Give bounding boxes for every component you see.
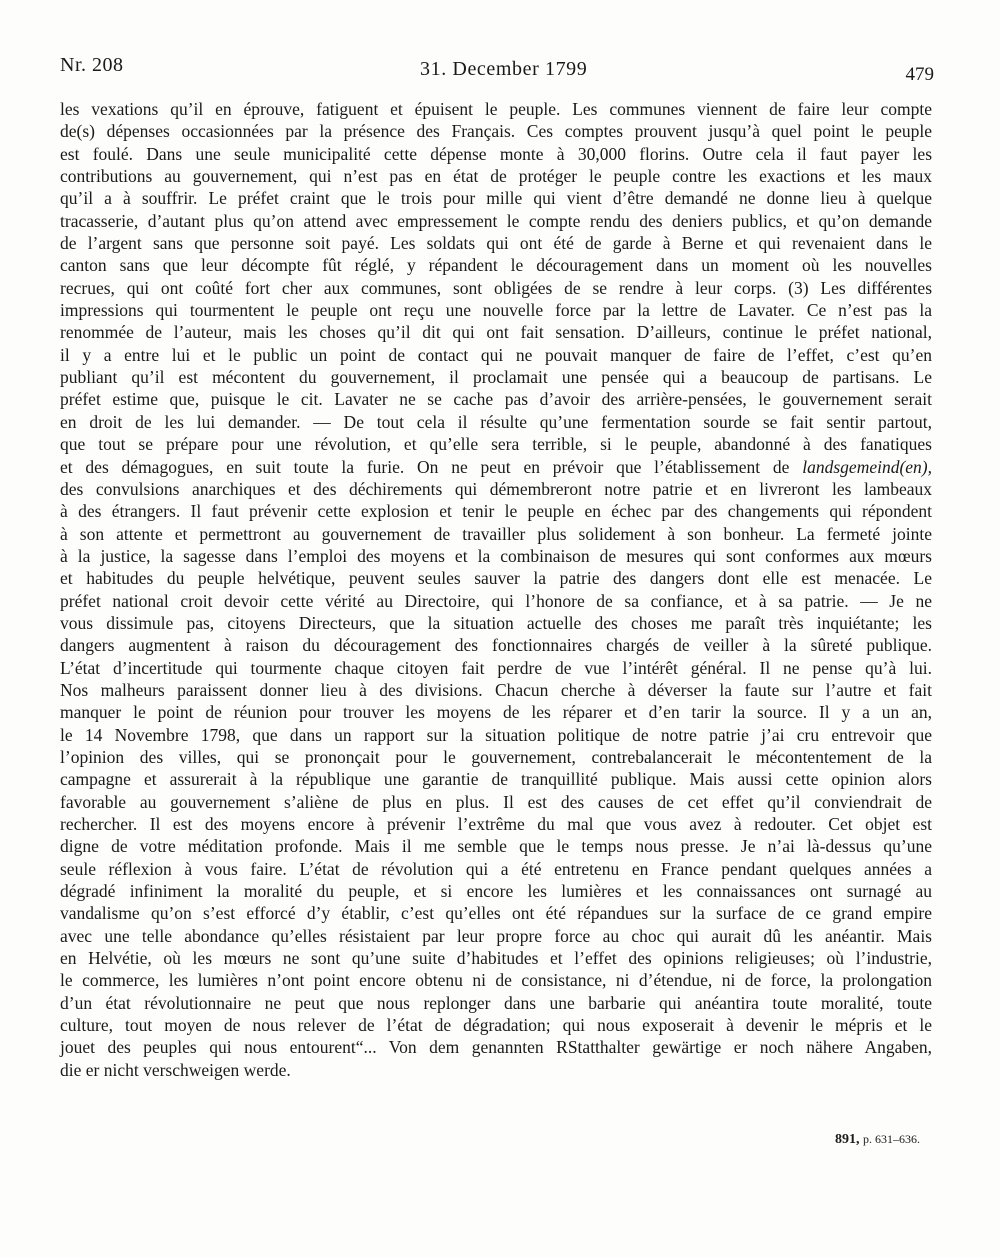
text-line: digne de votre méditation profonde. Mais il me semble que le temps nous presse. Je n’ai là-dessus qu’une (60, 836, 932, 857)
text-line: d’un état révolutionnaire ne peut que nous replonger dans une barbarie qui anéantira toute moralité, toute (60, 992, 932, 1013)
text-line: le 14 Novembre 1798, que dans un rapport sur la situation politique de notre patrie j’ai cru entrevoir que (60, 724, 932, 745)
text-line: avec une telle abondance qu’elles résistaient par leur propre force au choc qui aurait dû les anéantir. Mais (60, 925, 932, 946)
text-line: l’opinion des villes, qui se prononçait pour le gouvernement, contrebalancerait le mécontentement de la (60, 746, 932, 767)
text-line: contributions au gouvernement, qui n’est pas en état de protéger le peuple contre les exactions et les maux (60, 166, 932, 187)
text-line: à la justice, la sagesse dans l’emploi des moyens et la combinaison de mesures qui sont conformes aux mœurs (60, 545, 932, 566)
text-line: est foulé. Dans une seule municipalité cette dépense monte à 30,000 florins. Outre cela il faut payer les (60, 143, 932, 164)
text-line: à son attente et permettront au gouvernement de travailler plus solidement à son bonheur. La fermeté jointe (60, 523, 932, 544)
text-line: en droit de les lui demander. — De tout cela il résulte qu’une fermentation sourde se fait sentir partout, (60, 411, 932, 432)
text-line: Nos malheurs paraissent donner lieu à des divisions. Chacun cherche à déverser la faute sur l’autre et fait (60, 679, 932, 700)
text-line: favorable au gouvernement s’aliène de plus en plus. Il est des causes de cet effet qu’il conviendrait de (60, 791, 932, 812)
reference-pages: p. 631–636. (863, 1132, 920, 1146)
text-line: préfet national croit devoir cette vérité au Directoire, qui l’honore de sa confiance, et à sa patrie. — Je ne (60, 590, 932, 611)
text-line: et des démagogues, en suit toute la furie. On ne peut en prévoir que l’établissement de landsgemeind(en), (60, 456, 933, 477)
text-line: dégradé infiniment la moralité du peuple, et si encore les lumières et les connaissances ont surnagé au (60, 881, 932, 902)
text-line: préfet estime que, puisque le cit. Lavater ne se cache pas d’avoir des arrière-pensées, le gouvernement serait (60, 389, 932, 410)
text-line: il y a entre lui et le public un point de contact qui ne pouvait manquer de faire de l’effet, c’est qu’en (60, 344, 932, 365)
text-line: de(s) dépenses occasionnées par la présence des Français. Ces comptes prouvent jusqu’à quel point le peuple (60, 121, 932, 142)
text-line: jouet des peuples qui nous entourent“... Von dem genannten RStatthalter gewärtige er noch nähere Angaben, (60, 1037, 932, 1058)
text-line: le commerce, les lumières n’ont point encore obtenu ni de consistance, ni d’étendue, ni de force, la prolongation (60, 970, 932, 991)
text-line: culture, tout moyen de nous relever de l’état de dégradation; qui nous exposerait à devenir le mépris et le (60, 1015, 932, 1036)
text-line: L’état d’incertitude qui tourmente chaque citoyen fait perdre de vue l’intérêt général. Il ne pense qu’à lui. (60, 657, 932, 678)
text-line-last: die er nicht verschweigen werde. (60, 1059, 291, 1080)
text-line: canton sans que leur décompte fût réglé, y répandent le découragement dans un moment où les nouvelles (60, 255, 932, 276)
page-number: 479 (905, 64, 934, 85)
reference-number: 891, (835, 1132, 860, 1147)
text-line: que tout se prépare pour une révolution, et qu’elle sera terrible, si le peuple, abandonné à des fanatiques (60, 434, 932, 455)
text-line: seule réflexion à vous faire. L’état de révolution qui a été entretenu en France pendant quelques années a (60, 858, 932, 879)
text-line: vandalisme qu’on s’est efforcé d’y établir, c’est qu’elles ont été répandues sur la surface de ce grand empire (60, 903, 932, 924)
text-line: les vexations qu’il en éprouve, fatiguent et épuisent le peuple. Les communes viennent de faire leur compte (60, 99, 932, 119)
source-reference (835, 1132, 920, 1148)
text-line: qu’il a à souffrir. Le préfet craint que le trois pour mille qui vient d’être demandé ne donne lieu à quelque (60, 188, 932, 209)
text-line: manquer le point de réunion pour trouver les moyens de les réparer et d’en tarir la source. Il y a un an, (60, 702, 932, 723)
text-line: publiant qu’il est mécontent du gouvernement, il proclamait une pensée qui a beaucoup de partisans. Le (60, 367, 932, 388)
document-number: Nr. 208 (60, 54, 124, 76)
text-line: recrues, qui ont coûté fort cher aux communes, sont obligées de se rendre à leur corps. (3) Les différentes (60, 277, 932, 298)
text-line: rechercher. Il est des moyens encore à prévenir l’extrême du mal que vous avez à redouter. Cet objet est (60, 814, 932, 834)
text-line: en Helvétie, où les mœurs ne sont qu’une suite d’habitudes et l’effet des opinions religieuses; où l’industrie, (60, 948, 932, 969)
text-line: vous dissimule pas, citoyens Directeurs, que la situation actuelle des choses me paraît très inquiétante; les (60, 612, 932, 633)
text-line: dangers augmentent à raison du découragement des fonctionnaires chargés de veiller à la sûreté publique. (60, 635, 932, 656)
document-date: 31. December 1799 (420, 58, 588, 80)
italic-term: landsgemeind(en), (802, 456, 933, 477)
running-head (60, 50, 940, 90)
text-line: renommée de l’auteur, mais les choses qu’il dit qui ont fait sensation. D’ailleurs, continue le préfet national, (60, 322, 932, 343)
body-text (60, 98, 932, 1081)
text-line: tracasserie, d’autant plus qu’on attend avec empressement le compte rendu des deniers publics, et qu’on demande (60, 210, 932, 231)
text-line: impressions qui tourmentent le peuple ont reçu une nouvelle force par la lettre de Lavater. Ce n’est pas la (60, 300, 932, 321)
text-line: campagne et assurerait à la république une garantie de tranquillité publique. Mais aussi cette opinion alors (60, 769, 932, 790)
text-line: à des étrangers. Il faut prévenir cette explosion et tenir le peuple en échec par des changements qui répondent (60, 501, 932, 522)
text-line: et habitudes du peuple helvétique, peuvent seules sauver la patrie des dangers dont elle est menacée. Le (60, 568, 932, 589)
text-line: de l’argent sans que personne soit payé. Les soldats qui ont été de garde à Berne et qui revenaient dans le (60, 233, 932, 254)
text-line: des convulsions anarchiques et des déchirements qui démembreront notre patrie et en livreront les lambeaux (60, 478, 932, 499)
